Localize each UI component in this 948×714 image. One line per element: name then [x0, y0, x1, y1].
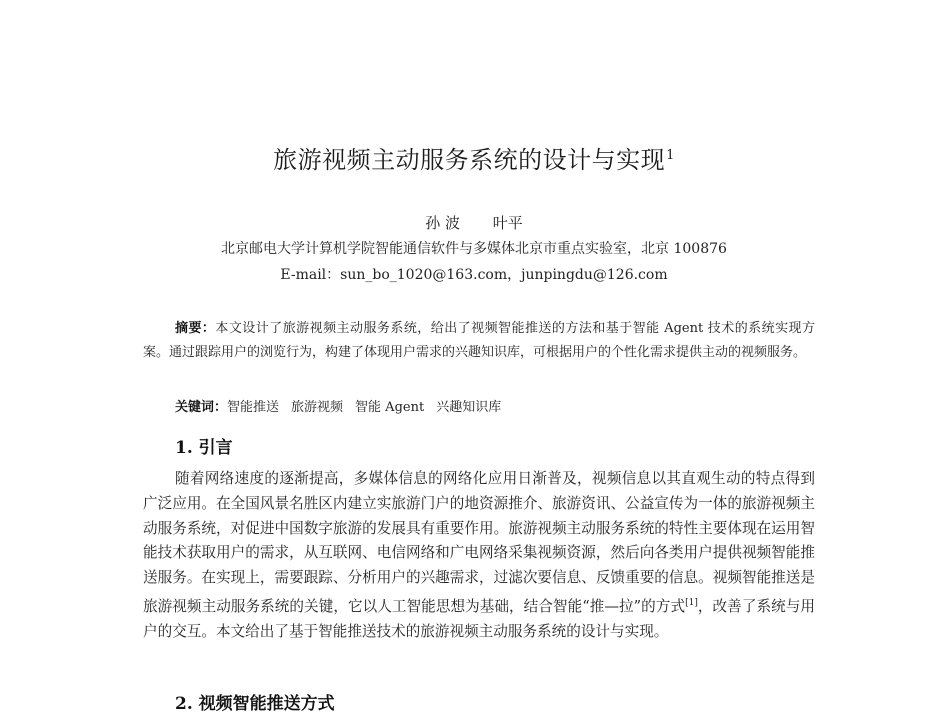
author-name: 孙 波 [425, 214, 460, 232]
author-list [0, 212, 948, 233]
keywords-label: 关键词： [175, 400, 228, 415]
abstract [143, 317, 815, 364]
keywords [175, 396, 815, 415]
author-name: 叶平 [492, 214, 523, 232]
abstract-text: 本文设计了旅游视频主动服务系统，给出了视频智能推送的方法和基于智能 Agent 技术的系统实现方案。通过跟踪用户的浏览行为，构建了体现用户需求的兴趣知识库，可根据用户的个性化需求提供主动的视频服务。 [143, 321, 815, 360]
keyword: 兴趣知识库 [436, 400, 502, 415]
title-footnote-marker: 1 [666, 148, 675, 163]
keyword: 智能 Agent [355, 400, 425, 415]
paper-title-text: 旅游视频主动服务系统的设计与实现 [273, 146, 666, 174]
section-heading-push-method: 2. 视频智能推送方式 [175, 694, 335, 714]
introduction-paragraph [143, 467, 815, 644]
author-email: E-mail：sun_bo_1020@163.com，junpingdu@126.com [280, 267, 668, 283]
keyword: 智能推送 [227, 400, 280, 415]
abstract-label: 摘要： [175, 321, 216, 336]
citation-marker: [1] [685, 597, 698, 608]
paper-title [0, 140, 948, 175]
introduction-text-continued: ，改善了系统与用户的交互。本文给出了基于智能推送技术的旅游视频主动服务系统的设计与实现。 [143, 597, 815, 640]
keyword: 旅游视频 [291, 400, 344, 415]
introduction-text: 随着网络速度的逐渐提高，多媒体信息的网络化应用日渐普及，视频信息以其直观生动的特点得到广泛应用。在全国风景名胜区内建立实旅游门户的地资源推介、旅游资讯、公益宣传为一体的旅游视频主动服务系统，对促进中国数字旅游的发展具有重要作用。旅游视频主动服务系统的特性主要体现在运用智能技术获取用户的需求，从互联网、电信网络和广电网络采集视频资源，然后向各类用户提供视频智能推送服务。在实现上，需要跟踪、分析用户的兴趣需求，过滤次要信息、反馈重要的信息。视频智能推送是旅游视频主动服务系统的关键，它以人工智能思想为基础，结合智能“推—拉”的方式 [143, 470, 815, 615]
section-heading-introduction: 1. 引言 [175, 438, 233, 458]
author-affiliation: 北京邮电大学计算机学院智能通信软件与多媒体北京市重点实验室，北京 100876 [221, 241, 727, 257]
